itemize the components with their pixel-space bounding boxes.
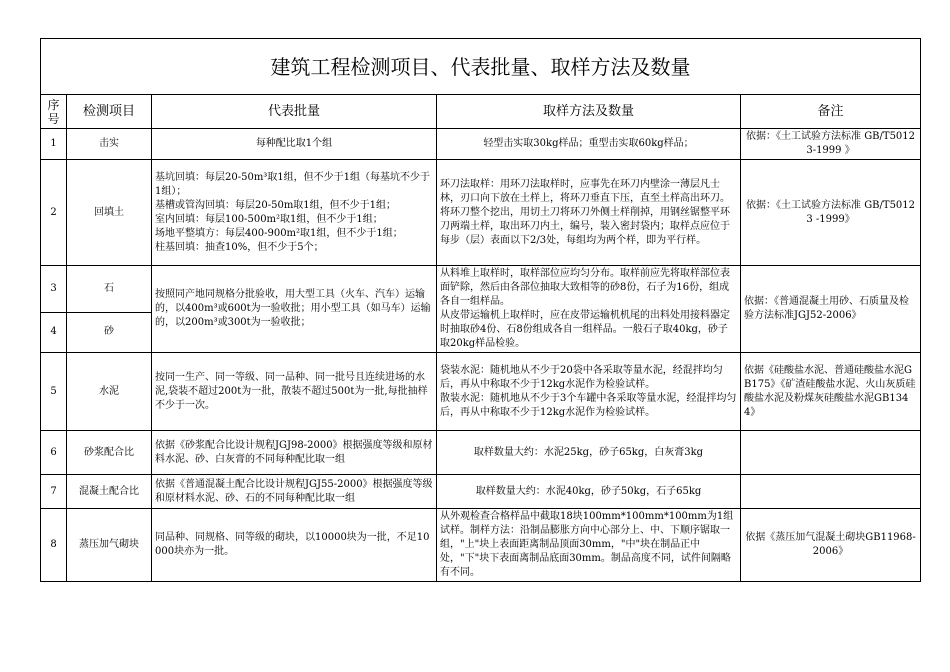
row-batch: 依据《砂浆配合比设计规程JGJ98-2000》根据强度等级和原材料水泥、砂、白灰膏的不同每种配比取一组 [152, 431, 437, 475]
row-item: 回填土 [67, 160, 152, 266]
header-item: 检测项目 [67, 95, 152, 129]
table-row [41, 266, 921, 313]
row-no: 8 [41, 509, 67, 582]
table-row [41, 509, 921, 582]
row-item: 砂 [67, 312, 152, 352]
row-note: 依据：《土工试验方法标准 GB/T50123-1999 》 [741, 129, 921, 160]
row-no: 6 [41, 431, 67, 475]
row-method: 从料堆上取样时，取样部位应均匀分布。取样前应先将取样部位表面铲除，然后由各部位抽取大致相等的砂8份，石子为16份，组成各自一组样品。 从皮带运输机上取样时，应在皮带运输机机尾的出料处用接料器定时抽取砂4份、石8份组成各自一组样品。一般石子取40kg，砂子取20kg样品检验。 [437, 266, 741, 353]
table-row [41, 475, 921, 509]
row-method: 袋装水泥：随机地从不少于20袋中各采取等量水泥，经混拌均匀后，再从中称取不少于12kg水泥作为检验试样。 散装水泥：随机地从不少于3个车罐中各采取等量水泥，经混拌均匀后，再从中称取不少于12kg水泥作为检验试样。 [437, 353, 741, 431]
table-row [41, 160, 921, 266]
table-row [41, 431, 921, 475]
row-no: 3 [41, 266, 67, 313]
row-batch: 依据《普通混凝土配合比设计规程JGJ55-2000》根据强度等级和原材料水泥、砂、石的不同每种配比取一组 [152, 475, 437, 509]
header-note: 备注 [741, 95, 921, 129]
row-item: 水泥 [67, 353, 152, 431]
row-batch: 按照同产地同规格分批验收，用大型工具（火车、汽车）运输的，以400m³或600t为一验收批；用小型工具（如马车）运输的，以200m³或300t为一验收批； [152, 266, 437, 353]
row-item: 石 [67, 266, 152, 313]
header-batch: 代表批量 [152, 95, 437, 129]
row-no: 4 [41, 312, 67, 352]
row-note: 依据：《土工试验方法标准 GB/T50123 -1999》 [741, 160, 921, 266]
row-method: 从外观检查合格样品中截取18块100mm*100mm*100mm为1组试样。制样方法：沿制品膨胀方向中心部分上、中、下顺序锯取一组，"上"块上表面距离制品顶面30mm，"中"块在制品正中处，"下"块下表面离制品底面30mm。制品高度不同，试件间隔略有不同。 [437, 509, 741, 582]
row-batch: 基坑回填：每层20-50m³取1组，但不少于1组（每基坑不少于1组）； 基槽或管沟回填：每层20-50m取1组，但不少于1组； 室内回填：每层100-500m²取1组，但不少于1组； 场地平整填方：每层400-900m²取1组，但不少于1组； 柱基回填：抽查10%，但不少于5个； [152, 160, 437, 266]
sheet [40, 38, 920, 582]
row-method: 环刀法取样：用环刀法取样时，应事先在环刀内壁涂一薄层凡士林，刃口向下放在土样上，将环刀垂直下压，直至土样高出环刀。将环刀整个挖出，用切土刀将环刀外侧土样削掉，用钢丝锯整平环刀两端土样，取出环刀内土，编号，装入密封袋内；取样点应位于每步（层）表面以下2/3处，每组均为两个样，即为平行样。 [437, 160, 741, 266]
row-batch: 同品种、同规格、同等级的砌块，以10000块为一批，不足10000块亦为一批。 [152, 509, 437, 582]
row-note: 依据《硅酸盐水泥、普通硅酸盐水泥GB175》《矿渣硅酸盐水泥、火山灰质硅酸盐水泥及粉煤灰硅酸盐水泥GB1344》 [741, 353, 921, 431]
row-note: 依据《蒸压加气混凝土砌块GB11968-2006》 [741, 509, 921, 582]
page-title: 建筑工程检测项目、代表批量、取样方法及数量 [41, 39, 921, 95]
row-batch: 每种配比取1个组 [152, 129, 437, 160]
row-no: 2 [41, 160, 67, 266]
row-item: 混凝土配合比 [67, 475, 152, 509]
header-no: 序号 [41, 95, 67, 129]
row-batch: 按同一生产、同一等级、同一品种、同一批号且连续进场的水泥,袋装不超过200t为一批，散装不超过500t为一批,每批抽样不少于一次。 [152, 353, 437, 431]
inspection-table [40, 38, 921, 582]
row-note: 依据：《普通混凝土用砂、石质量及检验方法标准JGJ52-2006》 [741, 266, 921, 353]
row-method: 取样数量大约：水泥25kg，砂子65kg，白灰膏3kg [437, 431, 741, 475]
row-item: 击实 [67, 129, 152, 160]
row-note [741, 475, 921, 509]
table-row [41, 353, 921, 431]
row-item: 蒸压加气砌块 [67, 509, 152, 582]
header-method: 取样方法及数量 [437, 95, 741, 129]
row-no: 7 [41, 475, 67, 509]
table-row [41, 129, 921, 160]
row-method: 取样数量大约：水泥40kg，砂子50kg，石子65kg [437, 475, 741, 509]
row-no: 1 [41, 129, 67, 160]
row-method: 轻型击实取30kg样品；重型击实取60kg样品； [437, 129, 741, 160]
row-no: 5 [41, 353, 67, 431]
row-note [741, 431, 921, 475]
row-item: 砂浆配合比 [67, 431, 152, 475]
